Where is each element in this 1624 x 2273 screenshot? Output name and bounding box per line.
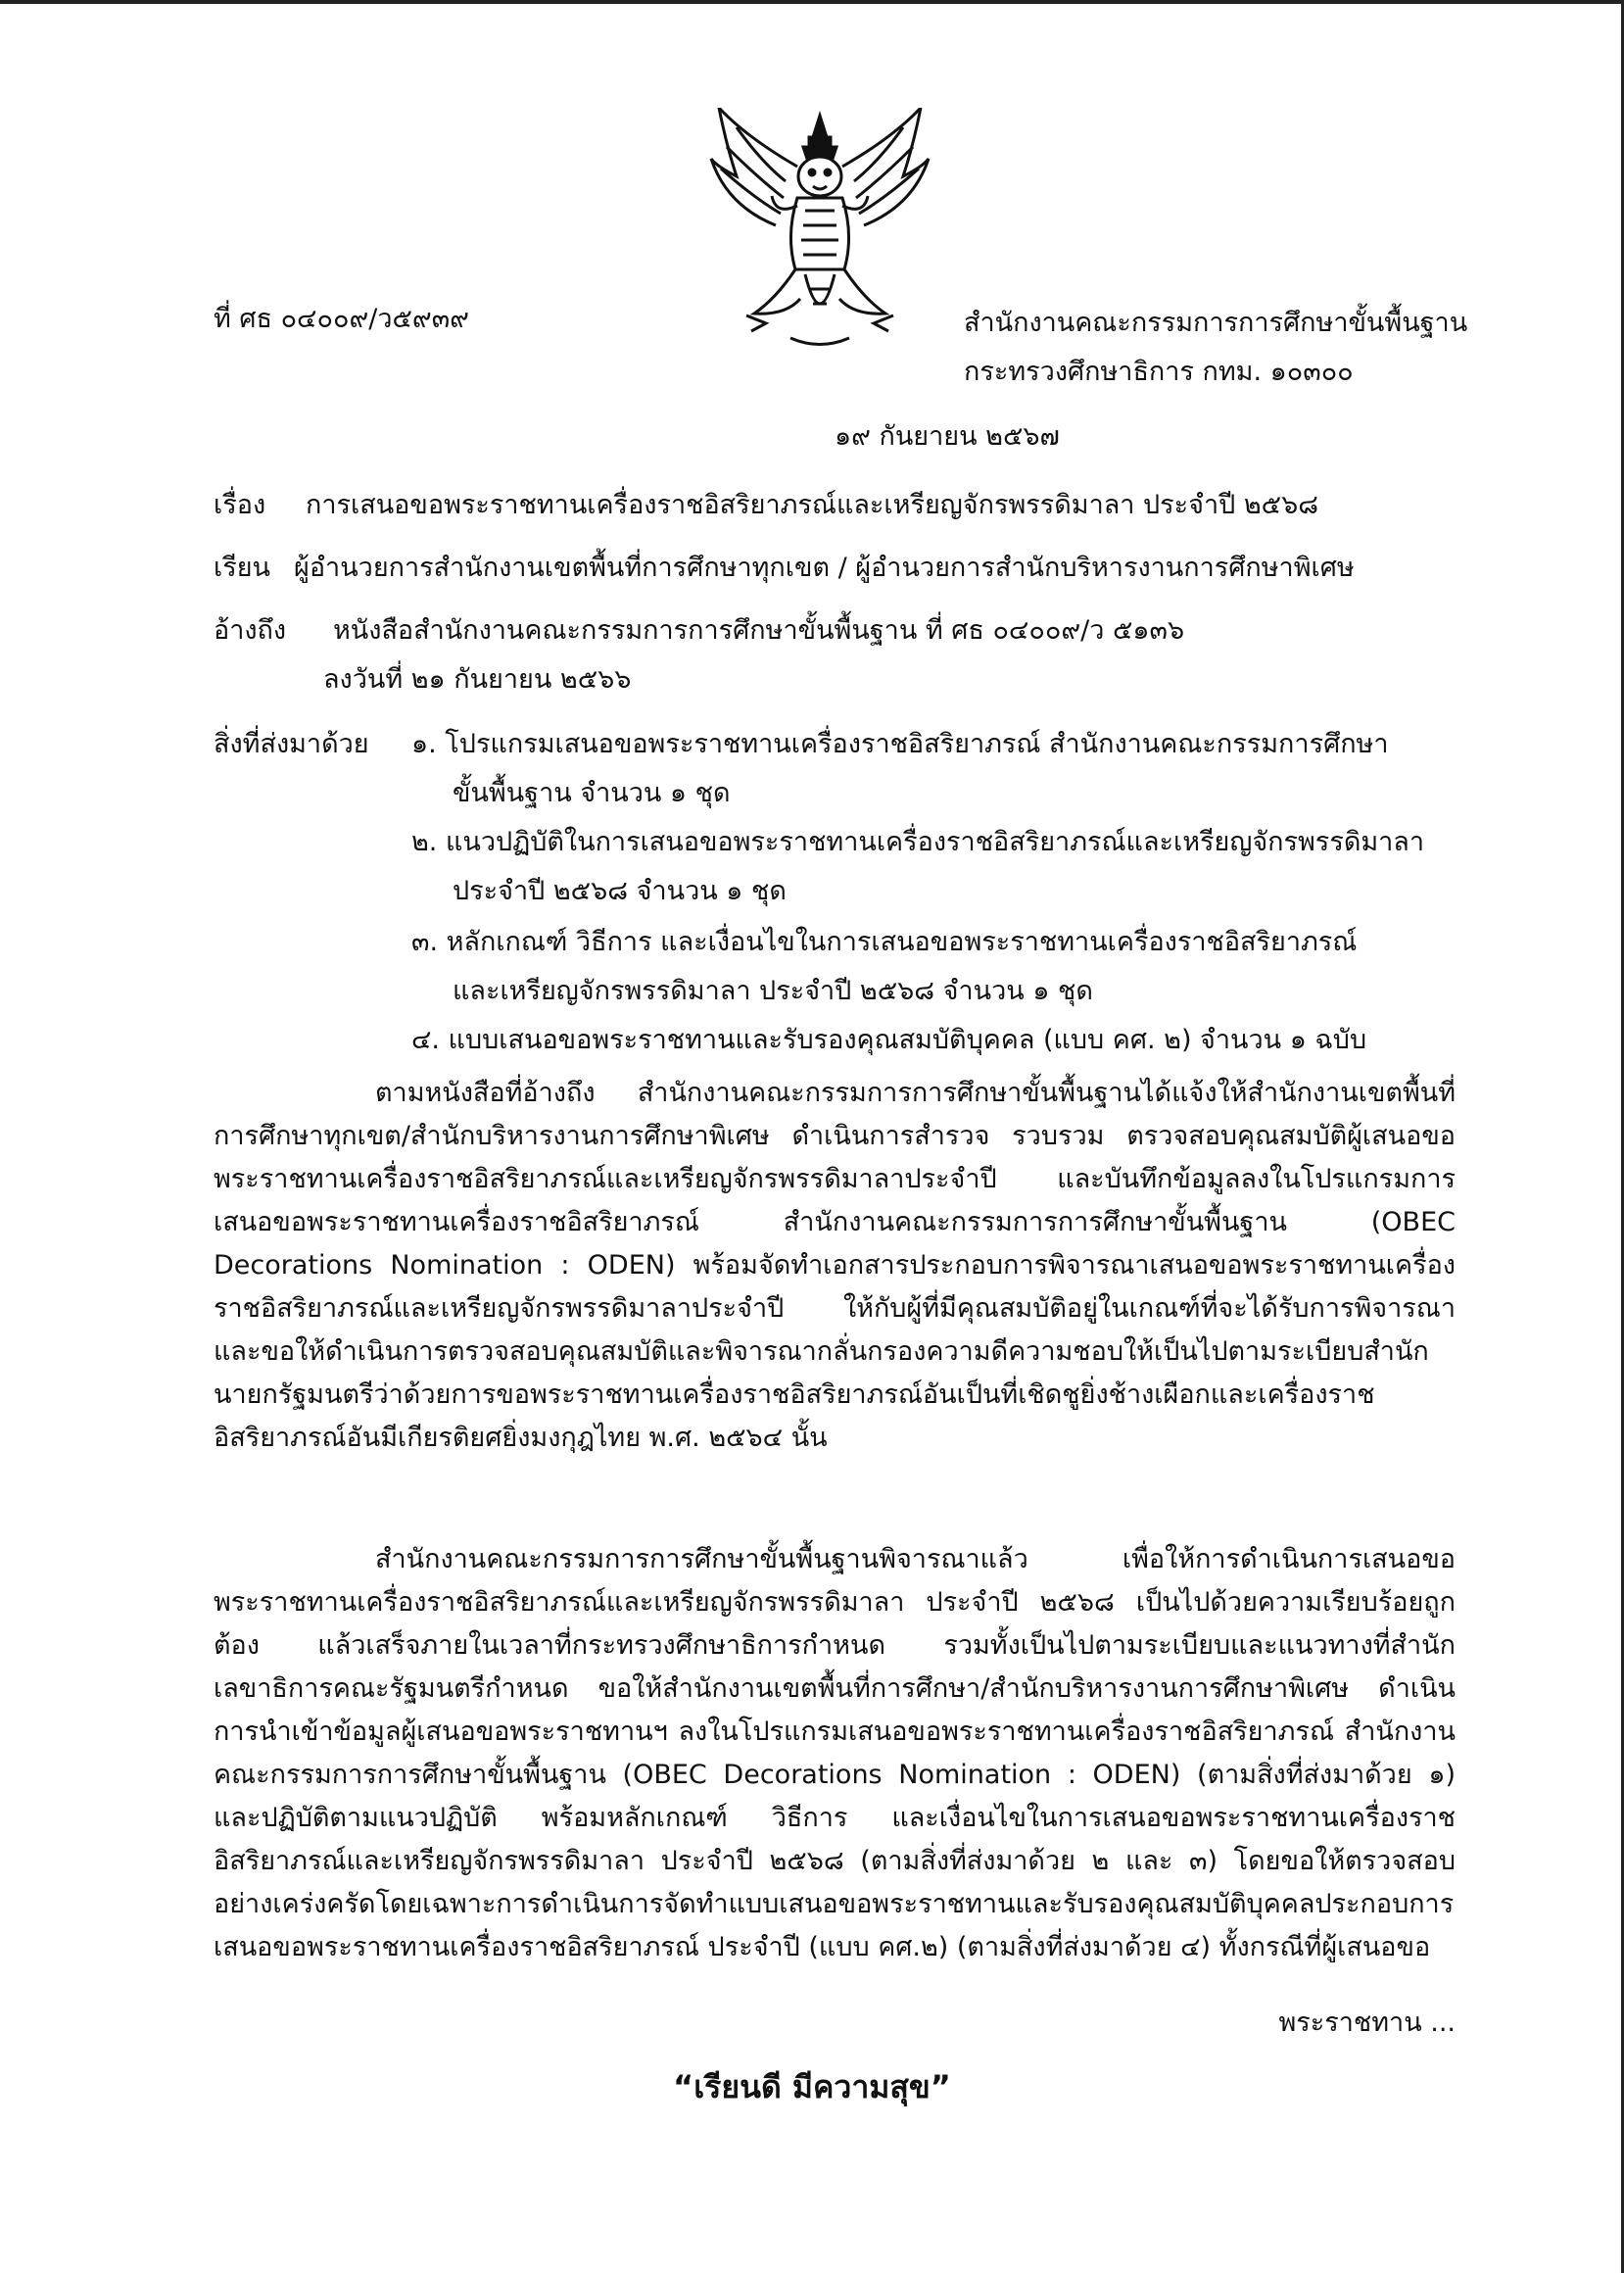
scan-edge-top <box>0 0 1624 4</box>
subject-text: การเสนอขอพระราชทานเครื่องราชอิสริยาภรณ์และเหรียญจักรพรรดิมาลา ประจำปี ๒๕๖๘ <box>306 490 1319 520</box>
body-paragraph-2 <box>214 1538 1456 1969</box>
enclosure-item-cont: ประจำปี ๒๕๖๘ จำนวน ๑ ชุด <box>453 876 787 906</box>
reference-label: อ้างถึง <box>214 615 287 646</box>
enclosure-item: ๔. แบบเสนอขอพระราชทานและรับรองคุณสมบัติบุคคล (แบบ คศ. ๒) จำนวน ๑ ฉบับ <box>411 1025 1367 1055</box>
reference-number: ที่ ศธ ๐๔๐๐๙/ว๕๙๓๙ <box>214 304 469 334</box>
reference-line2: ลงวันที่ ๒๑ กันยายน ๒๕๖๖ <box>323 664 632 695</box>
enclosure-item: ๑. โปรแกรมเสนอขอพระราชทานเครื่องราชอิสริยาภรณ์ สำนักงานคณะกรรมการศึกษา <box>411 729 1389 759</box>
continuation-marker: พระราชทาน ... <box>1278 2007 1456 2038</box>
body-paragraph-1 <box>214 1072 1456 1460</box>
issuing-office-address: กระทรวงศึกษาธิการ กทม. ๑๐๓๐๐ <box>964 357 1354 387</box>
to-label: เรียน <box>214 553 271 583</box>
body-paragraph-1-text: ตามหนังสือที่อ้างถึง สำนักงานคณะกรรมการการศึกษาขั้นพื้นฐานได้แจ้งให้สำนักงานเขตพื้นที่การศึกษาทุกเขต/สำนักบริหารงานการศึกษาพิเศษ ดำเนินการสำรวจ รวบรวม ตรวจสอบคุณสมบัติผู้เสนอขอพระราชทานเครื่องราชอิสริยาภรณ์และเหรียญจักรพรรดิมาลาประจำปี และบันทึกข้อมูลลงในโปรแกรมการเสนอขอพระราชทานเครื่องราชอิสริยาภรณ์ สำนักงานคณะกรรมการการศึกษาขั้นพื้นฐาน (OBEC Decorations Nomination : ODEN) พร้อมจัดทำเอกสารประกอบการพิจารณาเสนอขอพระราชทานเครื่องราชอิสริยาภรณ์และเหรียญจักรพรรดิมาลาประจำปี ให้กับผู้ที่มีคุณสมบัติอยู่ในเกณฑ์ที่จะได้รับการพิจารณา และขอให้ดำเนินการตรวจสอบคุณสมบัติและพิจารณากลั่นกรองความดีความชอบให้เป็นไปตามระเบียบสำนักนายกรัฐมนตรีว่าด้วยการขอพระราชทานเครื่องราชอิสริยาภรณ์อันเป็นที่เชิดชูยิ่งช้างเผือกและเครื่องราชอิสริยาภรณ์อันมีเกียรติยศยิ่งมงกุฎไทย พ.ศ. ๒๕๖๔ นั้น <box>214 1078 1456 1453</box>
enclosures-label: สิ่งที่ส่งมาด้วย <box>214 729 369 759</box>
enclosure-item-cont: และเหรียญจักรพรรดิมาลา ประจำปี ๒๕๖๘ จำนวน ๑ ชุด <box>453 976 1093 1006</box>
enclosure-item: ๒. แนวปฏิบัติในการเสนอขอพระราชทานเครื่องราชอิสริยาภรณ์และเหรียญจักรพรรดิมาลา <box>411 827 1425 857</box>
document-date: ๑๙ กันยายน ๒๕๖๗ <box>835 421 1060 452</box>
footer-slogan: “เรียนดี มีความสุข” <box>673 2068 951 2105</box>
to-text: ผู้อำนวยการสำนักงานเขตพื้นที่การศึกษาทุกเขต / ผู้อำนวยการสำนักบริหารงานการศึกษาพิเศษ <box>294 553 1355 583</box>
garuda-emblem-icon <box>707 108 932 353</box>
body-paragraph-2-text: สำนักงานคณะกรรมการการศึกษาขั้นพื้นฐานพิจารณาแล้ว เพื่อให้การดำเนินการเสนอขอพระราชทานเครื่องราชอิสริยาภรณ์และเหรียญจักรพรรดิมาลา ประจำปี ๒๕๖๘ เป็นไปด้วยความเรียบร้อยถูกต้อง แล้วเสร็จภายในเวลาที่กระทรวงศึกษาธิการกำหนด รวมทั้งเป็นไปตามระเบียบและแนวทางที่สำนักเลขาธิการคณะรัฐมนตรีกำหนด ขอให้สำนักงานเขตพื้นที่การศึกษา/สำนักบริหารงานการศึกษาพิเศษ ดำเนินการนำเข้าข้อมูลผู้เสนอขอพระราชทานฯ ลงในโปรแกรมเสนอขอพระราชทานเครื่องราชอิสริยาภรณ์ สำนักงานคณะกรรมการการศึกษาขั้นพื้นฐาน (OBEC Decorations Nomination : ODEN) (ตามสิ่งที่ส่งมาด้วย ๑) และปฏิบัติตามแนวปฏิบัติ พร้อมหลักเกณฑ์ วิธีการ และเงื่อนไขในการเสนอขอพระราชทานเครื่องราชอิสริยาภรณ์และเหรียญจักรพรรดิมาลา ประจำปี ๒๕๖๘ (ตามสิ่งที่ส่งมาด้วย ๒ และ ๓) โดยขอให้ตรวจสอบอย่างเคร่งครัดโดยเฉพาะการดำเนินการจัดทำแบบเสนอขอพระราชทานและรับรองคุณสมบัติบุคคลประกอบการเสนอขอพระราชทานเครื่องราชอิสริยาภรณ์ ประจำปี (แบบ คศ.๒) (ตามสิ่งที่ส่งมาด้วย ๔) ทั้งกรณีที่ผู้เสนอขอ <box>214 1544 1456 1962</box>
enclosure-item: ๓. หลักเกณฑ์ วิธีการ และเงื่อนไขในการเสนอขอพระราชทานเครื่องราชอิสริยาภรณ์ <box>411 927 1358 957</box>
subject-label: เรื่อง <box>214 490 266 520</box>
enclosure-item-cont: ขั้นพื้นฐาน จำนวน ๑ ชุด <box>453 778 731 808</box>
reference-line1: หนังสือสำนักงานคณะกรรมการการศึกษาขั้นพื้นฐาน ที่ ศธ ๐๔๐๐๙/ว ๕๑๓๖ <box>333 615 1185 646</box>
issuing-office: สำนักงานคณะกรรมการการศึกษาขั้นพื้นฐาน <box>964 308 1468 338</box>
